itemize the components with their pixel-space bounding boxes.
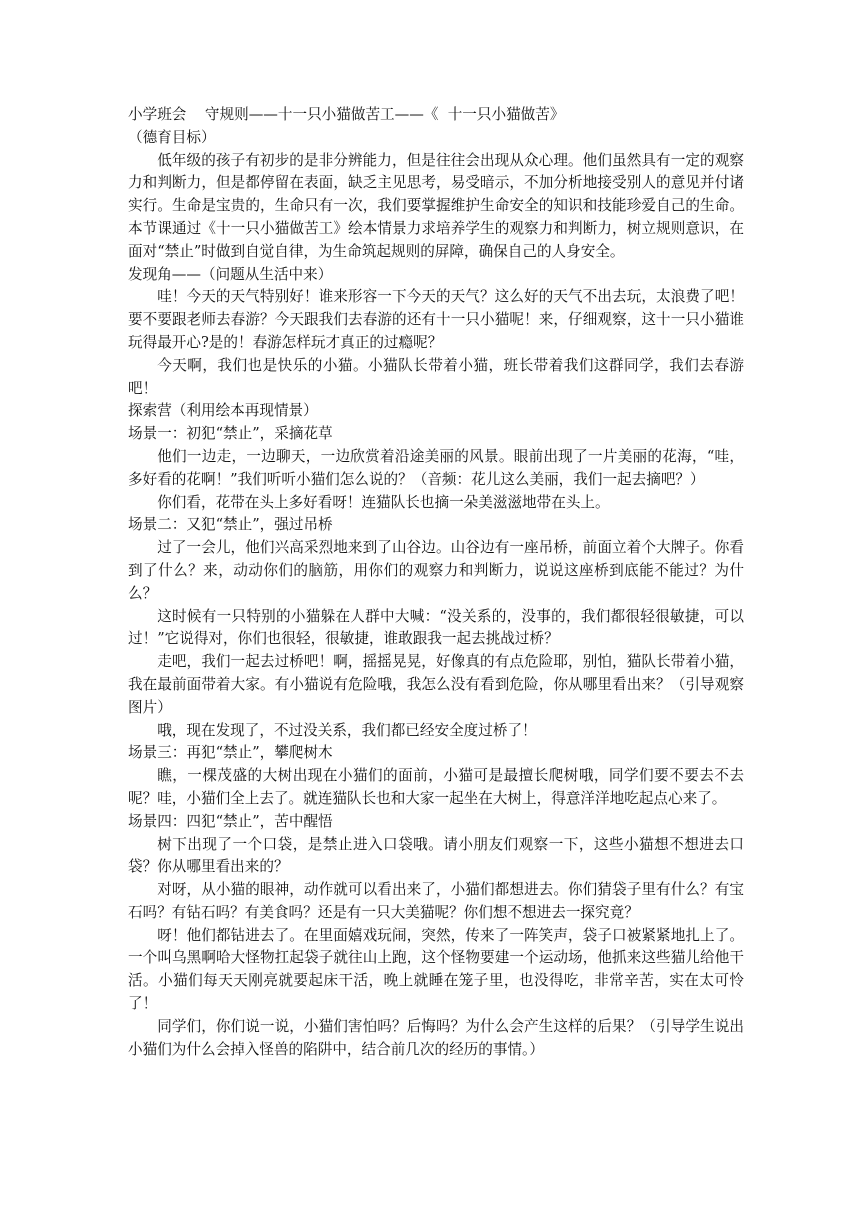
paragraph: 你们看，花带在头上多好看呀！连猫队长也摘一朵美滋滋地带在头上。 [157, 493, 610, 511]
scene-heading-4: 场景四：四犯“禁止”，苦中醒悟 [128, 812, 333, 830]
paragraph: 他们一边走，一边聊天，一边欣赏着沿途美丽的风景。眼前出现了一片美丽的花海，“哇，多好看的花啊！”我们听听小猫们怎么说的？（音频：花儿这么美丽，我们一起去摘吧？） [128, 447, 744, 488]
paragraph: 这时候有一只特别的小猫躲在人群中大喊：“没关系的，没事的，我们都很轻很敏捷，可以过！”它说得对，你们也很轻，很敏捷，谁敢跟我一起去挑战过桥？ [128, 607, 744, 648]
scene-heading-3: 场景三：再犯“禁止”，攀爬树木 [128, 744, 333, 762]
document-page [128, 104, 744, 1061]
section-heading-discovery: 发现角——（问题从生活中来） [128, 265, 333, 283]
paragraph: 哦，现在发现了，不过没关系，我们都已经安全度过桥了！ [157, 721, 537, 739]
paragraph: 过了一会儿，他们兴高采烈地来到了山谷边。山谷边有一座吊桥，前面立着个大牌子。你看到了什么？来，动动你们的脑筋，用你们的观察力和判断力，说说这座桥到底能不能过？为什么？ [128, 539, 744, 602]
paragraph: 对呀，从小猫的眼神，动作就可以看出来了，小猫们都想进去。你们猜袋子里有什么？有宝石吗？有钻石吗？有美食吗？还是有一只大美猫呢？你们想不想进去一探究竟？ [128, 881, 744, 921]
scene-heading-2: 场景二：又犯“禁止”，强过吊桥 [128, 516, 333, 534]
scene-heading-1: 场景一：初犯“禁止”，采摘花草 [128, 425, 333, 443]
paragraph: 呀！他们都钻进去了。在里面嬉戏玩闹，突然，传来了一阵笑声，袋子口被紧紧地扎上了。一个叫乌黑啊哈大怪物扛起袋子就往山上跑，这个怪物要建一个运动场，他抓来这些猫儿给他干活。小猫们每天天刚亮就要起床干活，晚上就睡在笼子里，也没得吃，非常辛苦，实在太可怜了！ [128, 926, 744, 1013]
paragraph: 树下出现了一个口袋，是禁止进入口袋哦。请小朋友们观察一下，这些小猫想不想进去口袋？你从哪里看出来的？ [128, 835, 744, 876]
paragraph: 哇！今天的天气特别好！谁来形容一下今天的天气？这么好的天气不出去玩，太浪费了吧！要不要跟老师去春游？今天跟我们去春游的还有十一只小猫呢！来，仔细观察，这十一只小猫谁玩得最开心?是的！春游怎样玩才真正的过瘾呢？ [128, 288, 744, 351]
document-subtitle: （德育目标） [128, 128, 216, 146]
intro-paragraph: 低年级的孩子有初步的是非分辨能力，但是往往会出现从众心理。他们虽然具有一定的观察力和判断力，但是都停留在表面，缺乏主见思考，易受暗示，不加分析地接受别人的意见并付诸实行。生命是宝贵的，生命只有一次，我们要掌握维护生命安全的知识和技能珍爱自己的生命。本节课通过《十一只小猫做苦工》绘本情景力求培养学生的观察力和判断力，树立规则意识，在面对“禁止”时做到自觉自律，为生命筑起规则的屏障，确保自己的人身安全。 [128, 151, 744, 260]
document-title: 小学班会 守规则——十一只小猫做苦工——《 十一只小猫做苦》 [128, 106, 565, 123]
paragraph: 今天啊，我们也是快乐的小猫。小猫队长带着小猫，班长带着我们这群同学，我们去春游吧！ [128, 356, 744, 397]
paragraph: 同学们，你们说一说，小猫们害怕吗？后悔吗？为什么会产生这样的后果？（引导学生说出小猫们为什么会掉入怪兽的陷阱中，结合前几次的经历的事情。） [128, 1017, 744, 1058]
paragraph: 走吧，我们一起去过桥吧！啊，摇摇晃晃，好像真的有点危险耶，别怕，猫队长带着小猫，我在最前面带着大家。有小猫说有危险哦，我怎么没有看到危险，你从哪里看出来？（引导观察图片） [128, 653, 744, 716]
section-heading-explore: 探索营（利用绘本再现情景） [128, 402, 318, 420]
paragraph: 瞧，一棵茂盛的大树出现在小猫们的面前，小猫可是最擅长爬树哦，同学们要不要去不去呢？哇，小猫们全上去了。就连猫队长也和大家一起坐在大树上，得意洋洋地吃起点心来了。 [128, 767, 744, 807]
